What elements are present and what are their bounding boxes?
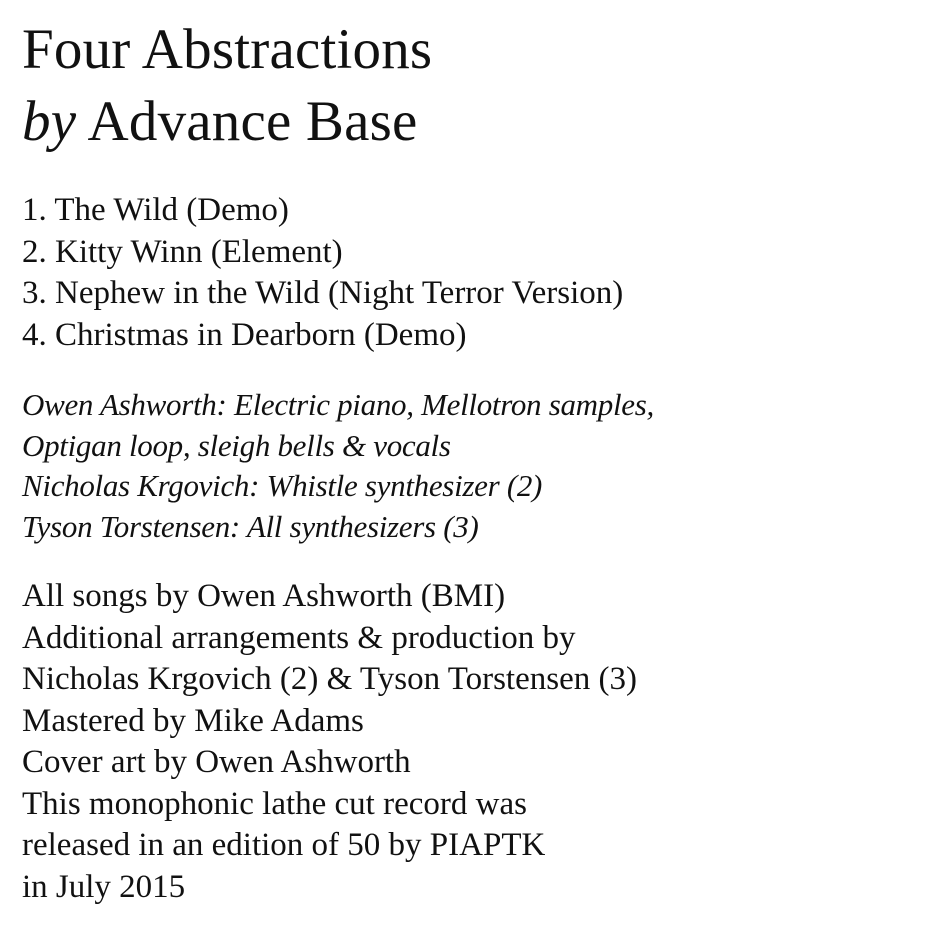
track-item: 1. The Wild (Demo) — [22, 192, 289, 228]
track-list — [22, 190, 922, 356]
credit-line: Tyson Torstensen: All synthesizers (3) — [22, 508, 479, 544]
note-line: Cover art by Owen Ashworth — [22, 744, 411, 780]
artist-line — [22, 86, 922, 158]
track-item: 4. Christmas in Dearborn (Demo) — [22, 316, 467, 353]
note-line: This monophonic lathe cut record was — [22, 785, 527, 822]
note-line: Nicholas Krgovich (2) & Tyson Torstensen (3) — [22, 661, 637, 697]
by-word: by — [22, 90, 77, 153]
track-item: 2. Kitty Winn (Element) — [22, 233, 343, 270]
note-line: released in an edition of 50 by PIAPTK — [22, 827, 546, 863]
liner-notes-page — [22, 14, 922, 908]
note-line: Mastered by Mike Adams — [22, 702, 364, 739]
note-line: All songs by Owen Ashworth (BMI) — [22, 578, 506, 614]
credit-line: Optigan loop, sleigh bells & vocals — [22, 427, 451, 463]
note-line: Additional arrangements & production by — [22, 619, 576, 656]
album-heading — [22, 14, 922, 158]
credit-line: Owen Ashworth: Electric piano, Mellotron samples, — [22, 387, 654, 422]
note-line: in July 2015 — [22, 868, 186, 905]
production-notes — [22, 576, 922, 908]
track-item: 3. Nephew in the Wild (Night Terror Version) — [22, 275, 624, 311]
album-title: Four Abstractions — [22, 18, 433, 81]
credit-line: Nicholas Krgovich: Whistle synthesizer (2) — [22, 468, 543, 503]
performer-credits — [22, 385, 922, 547]
artist-name: Advance Base — [87, 90, 418, 153]
